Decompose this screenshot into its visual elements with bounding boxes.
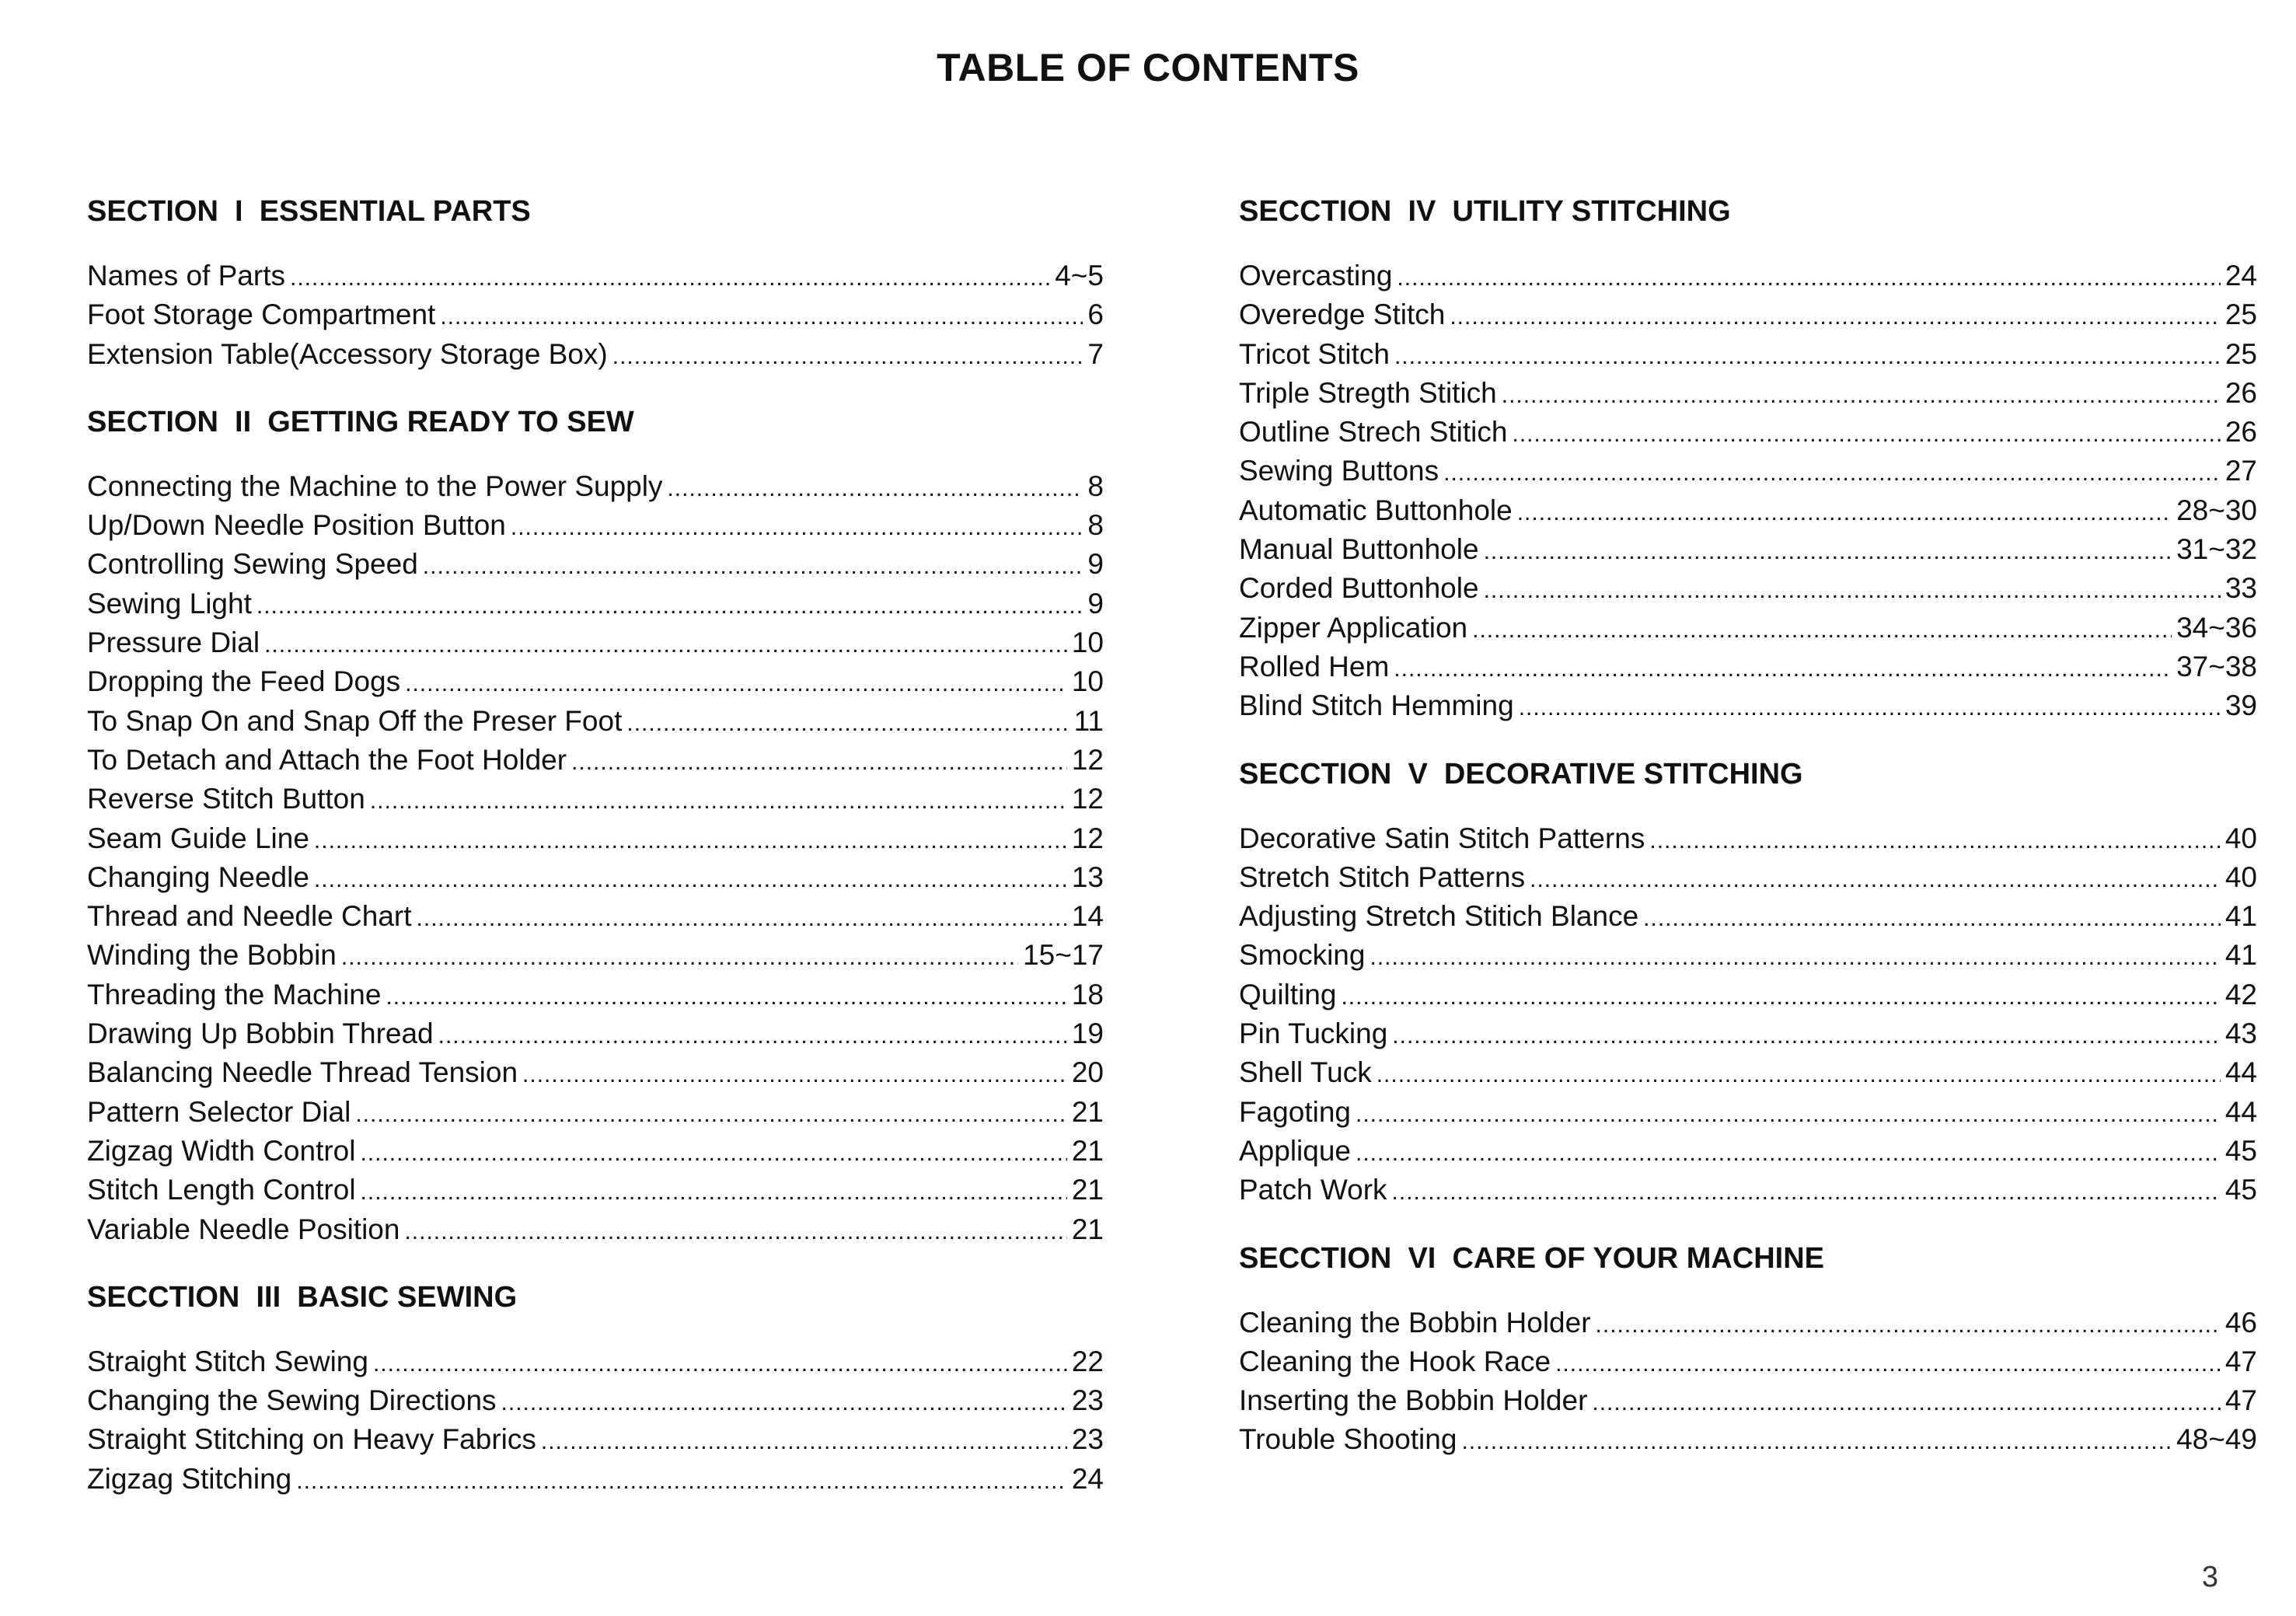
toc-entry-label: Foot Storage Compartment <box>87 298 436 331</box>
toc-entry-page: 28~30 <box>2176 494 2257 526</box>
dot-leader <box>1397 259 2220 298</box>
toc-entry-page: 45 <box>2224 1174 2257 1206</box>
toc-entry-label: Sewing Buttons <box>1239 455 1439 487</box>
toc-entry-page: 47 <box>2224 1345 2257 1377</box>
toc-entry[interactable] <box>87 819 1104 858</box>
toc-entry-page: 9 <box>1087 548 1104 581</box>
dot-leader <box>1472 611 2172 650</box>
toc-entry-page: 25 <box>2224 298 2257 331</box>
toc-section <box>87 1277 1104 1499</box>
dot-leader <box>438 1017 1067 1056</box>
toc-entry[interactable] <box>1239 1132 2257 1171</box>
toc-entry-page: 44 <box>2224 1056 2257 1089</box>
toc-section <box>1239 191 2257 726</box>
dot-leader <box>571 743 1067 782</box>
dot-leader <box>1649 822 2220 860</box>
toc-entry[interactable] <box>1239 1381 2257 1420</box>
dot-leader <box>522 1056 1067 1094</box>
toc-entry-label: Blind Stitch Hemming <box>1239 689 1514 722</box>
section-heading: SECCTION VI CARE OF YOUR MACHINE <box>1239 1241 1825 1275</box>
toc-entry-page: 27 <box>2224 455 2257 487</box>
dot-leader <box>256 587 1083 626</box>
toc-entry-label: Tricot Stitch <box>1239 337 1390 370</box>
toc-entry-page: 8 <box>1087 509 1104 542</box>
toc-entry[interactable] <box>87 1014 1104 1053</box>
toc-entry[interactable] <box>1239 609 2257 647</box>
toc-entry-label: Pin Tucking <box>1239 1017 1388 1050</box>
dot-leader <box>1461 1422 2172 1461</box>
toc-entry-label: Applique <box>1239 1134 1352 1167</box>
toc-entry[interactable] <box>1239 647 2257 686</box>
dot-leader <box>1517 494 2172 532</box>
toc-entry-label: Decorative Satin Stitch Patterns <box>1239 822 1645 854</box>
dot-leader <box>264 626 1067 665</box>
dot-leader <box>370 782 1067 821</box>
toc-entry-label: Names of Parts <box>87 260 285 291</box>
dot-leader <box>1484 532 2172 571</box>
dot-leader <box>355 1095 1067 1134</box>
section-heading: SECCTION V DECORATIVE STITCHING <box>1239 757 1803 791</box>
dot-leader <box>290 259 1050 298</box>
dot-leader <box>373 1345 1067 1384</box>
toc-entry-page: 34~36 <box>2176 611 2257 644</box>
toc-entry[interactable] <box>87 1210 1104 1249</box>
dot-leader <box>612 337 1083 376</box>
dot-leader <box>1377 1056 2221 1094</box>
toc-entry-page: 18 <box>1071 978 1104 1010</box>
toc-entry-page: 10 <box>1071 627 1104 659</box>
toc-entry[interactable] <box>87 1132 1104 1171</box>
toc-entry-page: 12 <box>1071 743 1104 776</box>
toc-entry[interactable] <box>1239 686 2257 725</box>
toc-entry-label: Pressure Dial <box>87 627 260 659</box>
toc-entry[interactable] <box>87 741 1104 780</box>
toc-entry[interactable] <box>87 897 1104 936</box>
toc-entry-label: Zigzag Width Control <box>87 1134 356 1167</box>
toc-entry-page: 8 <box>1087 469 1104 502</box>
toc-entry-page: 15~17 <box>1023 939 1104 972</box>
toc-entry-page: 37~38 <box>2176 650 2257 682</box>
toc-entry[interactable] <box>87 257 1104 295</box>
toc-entry-page: 46 <box>2224 1306 2257 1339</box>
dot-leader <box>541 1422 1067 1461</box>
toc-entry[interactable] <box>1239 491 2257 530</box>
toc-entry[interactable] <box>1239 295 2257 334</box>
toc-entry-page: 31~32 <box>2176 533 2257 566</box>
toc-entry-page: 12 <box>1071 822 1104 854</box>
toc-entry-label: Up/Down Needle Position Button <box>87 509 506 542</box>
toc-entry[interactable] <box>87 1460 1104 1499</box>
toc-entry[interactable] <box>87 1420 1104 1459</box>
toc-entry[interactable] <box>1239 819 2257 858</box>
toc-entry-label: Winding the Bobbin <box>87 939 337 972</box>
toc-entry[interactable] <box>87 295 1104 334</box>
toc-entry-page: 19 <box>1071 1017 1104 1050</box>
toc-entry-label: Connecting the Machine to the Power Supply <box>87 469 663 502</box>
dot-leader <box>386 978 1066 1017</box>
toc-entry-label: Straight Stitching on Heavy Fabrics <box>87 1423 536 1456</box>
toc-section <box>87 191 1104 374</box>
dot-leader <box>361 1173 1067 1212</box>
toc-section <box>87 402 1104 1249</box>
toc-entry[interactable] <box>87 976 1104 1014</box>
toc-entry[interactable] <box>87 1093 1104 1132</box>
toc-entry[interactable] <box>1239 976 2257 1014</box>
toc-entry-label: Sewing Light <box>87 587 252 620</box>
toc-entry-page: 33 <box>2224 572 2257 605</box>
toc-entry[interactable] <box>1239 1342 2257 1381</box>
toc-entry-label: Shell Tuck <box>1239 1056 1372 1089</box>
toc-entry[interactable] <box>87 623 1104 662</box>
toc-entry[interactable] <box>1239 413 2257 452</box>
toc-entry-page: 45 <box>2224 1134 2257 1167</box>
toc-entry[interactable] <box>1239 1171 2257 1209</box>
dot-leader <box>1484 571 2221 610</box>
toc-entry[interactable] <box>1239 936 2257 975</box>
toc-entry-label: Pattern Selector Dial <box>87 1095 351 1128</box>
toc-entry[interactable] <box>1239 1053 2257 1092</box>
toc-entry[interactable] <box>1239 858 2257 897</box>
toc-entry-label: Corded Buttonhole <box>1239 572 1479 605</box>
dot-leader <box>1530 860 2221 899</box>
dot-leader <box>1519 689 2221 728</box>
toc-entry-label: Adjusting Stretch Stitich Blance <box>1239 900 1639 933</box>
dot-leader <box>417 899 1067 938</box>
toc-entry-page: 24 <box>2224 260 2257 291</box>
toc-entry[interactable] <box>87 1342 1104 1381</box>
section-heading: SECCTION III BASIC SEWING <box>87 1280 518 1314</box>
dot-leader <box>501 1384 1067 1422</box>
toc-entry-page: 40 <box>2224 822 2257 854</box>
toc-entry-page: 47 <box>2224 1384 2257 1417</box>
dot-leader <box>1392 1173 2221 1212</box>
toc-left-column <box>87 191 1104 1527</box>
dot-leader <box>1592 1384 2220 1422</box>
toc-entry-label: Zigzag Stitching <box>87 1462 292 1495</box>
toc-entry-label: Reverse Stitch Button <box>87 783 365 815</box>
toc-entry-label: Automatic Buttonhole <box>1239 494 1513 526</box>
toc-entry-page: 12 <box>1071 783 1104 815</box>
toc-entry-page: 7 <box>1087 337 1104 370</box>
toc-entry[interactable] <box>1239 1304 2257 1342</box>
toc-entry[interactable] <box>1239 1014 2257 1053</box>
dot-leader <box>1341 978 2220 1017</box>
dot-leader <box>440 298 1083 337</box>
toc-entry-label: Stretch Stitch Patterns <box>1239 860 1526 893</box>
toc-entry-label: Variable Needle Position <box>87 1213 400 1245</box>
toc-entry-label: Overedge Stitch <box>1239 298 1446 331</box>
toc-entry-page: 23 <box>1071 1384 1104 1417</box>
toc-entry-label: Quilting <box>1239 978 1337 1010</box>
dot-leader <box>1596 1306 2221 1345</box>
toc-entry[interactable] <box>1239 374 2257 413</box>
toc-entry-page: 40 <box>2224 860 2257 893</box>
toc-entry[interactable] <box>87 585 1104 623</box>
toc-entry-label: Inserting the Bobbin Holder <box>1239 1384 1588 1417</box>
section-heading: SECTION I ESSENTIAL PARTS <box>87 195 531 228</box>
page-title: TABLE OF CONTENTS <box>937 46 1359 89</box>
dot-leader <box>511 508 1083 547</box>
toc-entry[interactable] <box>1239 569 2257 608</box>
toc-entry-page: 6 <box>1087 298 1104 331</box>
toc-entry-page: 42 <box>2224 978 2257 1010</box>
dot-leader <box>423 547 1083 586</box>
toc-entry-label: Changing Needle <box>87 860 309 893</box>
toc-entry-label: Patch Work <box>1239 1174 1387 1206</box>
toc-entry-label: Triple Stregth Stitich <box>1239 376 1497 409</box>
dot-leader <box>1394 337 2221 376</box>
toc-entry[interactable] <box>87 780 1104 818</box>
toc-entry-label: Outline Strech Stitich <box>1239 416 1508 449</box>
toc-entry-page: 21 <box>1071 1134 1104 1167</box>
toc-entry[interactable] <box>1239 1420 2257 1459</box>
toc-entry-label: Smocking <box>1239 939 1366 972</box>
toc-entry-page: 44 <box>2224 1095 2257 1128</box>
toc-entry-page: 22 <box>1071 1345 1104 1377</box>
toc-entry[interactable] <box>87 335 1104 374</box>
dot-leader <box>360 1134 1066 1173</box>
toc-entry[interactable] <box>87 936 1104 975</box>
dot-leader <box>667 469 1083 508</box>
toc-entry-label: To Snap On and Snap Off the Preser Foot <box>87 704 623 737</box>
toc-entry-label: Stitch Length Control <box>87 1174 356 1206</box>
dot-leader <box>314 822 1067 860</box>
toc-entry[interactable] <box>87 702 1104 741</box>
dot-leader <box>314 860 1067 899</box>
toc-entry-label: Changing the Sewing Directions <box>87 1384 497 1417</box>
toc-entry[interactable] <box>1239 335 2257 374</box>
toc-entry-label: Cleaning the Bobbin Holder <box>1239 1306 1591 1339</box>
toc-entry-label: Dropping the Feed Dogs <box>87 665 401 698</box>
toc-entry-label: Balancing Needle Thread Tension <box>87 1056 518 1089</box>
dot-leader <box>404 1213 1066 1251</box>
dot-leader <box>296 1462 1067 1501</box>
dot-leader <box>1370 938 2220 977</box>
toc-entry[interactable] <box>87 858 1104 897</box>
dot-leader <box>1502 376 2221 415</box>
dot-leader <box>1443 454 2221 493</box>
dot-leader <box>1356 1134 2221 1173</box>
dot-leader <box>405 665 1067 703</box>
toc-entry[interactable] <box>87 1053 1104 1092</box>
toc-entry-page: 48~49 <box>2176 1423 2257 1456</box>
toc-entry[interactable] <box>87 506 1104 545</box>
toc-entry[interactable] <box>1239 1093 2257 1132</box>
dot-leader <box>1643 899 2221 938</box>
dot-leader <box>341 938 1018 977</box>
toc-section <box>1239 754 2257 1210</box>
toc-entry[interactable] <box>1239 257 2257 295</box>
toc-entry-page: 39 <box>2224 689 2257 722</box>
toc-entry-label: Trouble Shooting <box>1239 1423 1457 1456</box>
toc-entry[interactable] <box>1239 452 2257 490</box>
dot-leader <box>1512 415 2220 454</box>
dot-leader <box>1394 650 2172 689</box>
toc-entry-label: Thread and Needle Chart <box>87 900 412 933</box>
toc-entry-label: Controlling Sewing Speed <box>87 548 418 581</box>
toc-entry-page: 21 <box>1071 1095 1104 1128</box>
toc-entry[interactable] <box>87 467 1104 506</box>
toc-entry-page: 11 <box>1073 704 1104 737</box>
toc-entry-label: Cleaning the Hook Race <box>1239 1345 1551 1377</box>
toc-entry-page: 24 <box>1071 1462 1104 1495</box>
toc-entry-label: To Detach and Attach the Foot Holder <box>87 743 567 776</box>
dot-leader <box>1392 1017 2221 1056</box>
toc-entry-page: 23 <box>1071 1423 1104 1456</box>
dot-leader <box>1555 1345 2221 1384</box>
toc-entry-page: 13 <box>1071 860 1104 893</box>
toc-entry-page: 21 <box>1071 1174 1104 1206</box>
section-heading: SECTION II GETTING READY TO SEW <box>87 405 634 438</box>
toc-entry-page: 41 <box>2224 939 2257 972</box>
toc-entry-label: Threading the Machine <box>87 978 382 1010</box>
toc-entry-page: 25 <box>2224 337 2257 370</box>
toc-entry-page: 21 <box>1071 1213 1104 1245</box>
toc-entry-label: Rolled Hem <box>1239 650 1390 682</box>
toc-entry-label: Seam Guide Line <box>87 822 309 854</box>
dot-leader <box>626 704 1069 743</box>
toc-entry-label: Extension Table(Accessory Storage Box) <box>87 337 608 370</box>
toc-entry-label: Drawing Up Bobbin Thread <box>87 1017 434 1050</box>
toc-entry-page: 26 <box>2224 376 2257 409</box>
toc-entry[interactable] <box>1239 897 2257 936</box>
toc-entry-page: 20 <box>1071 1056 1104 1089</box>
toc-entry-page: 26 <box>2224 416 2257 449</box>
section-heading: SECCTION IV UTILITY STITCHING <box>1239 195 1731 228</box>
toc-entry-label: Straight Stitch Sewing <box>87 1345 368 1377</box>
dot-leader <box>1450 298 2221 337</box>
toc-entry-label: Fagoting <box>1239 1095 1351 1128</box>
toc-section <box>1239 1238 2257 1460</box>
toc-entry[interactable] <box>87 545 1104 584</box>
toc-right-column <box>1239 191 2257 1488</box>
toc-entry[interactable] <box>1239 530 2257 569</box>
toc-entry[interactable] <box>87 1381 1104 1420</box>
toc-entry[interactable] <box>87 1171 1104 1209</box>
toc-entry-page: 41 <box>2224 900 2257 933</box>
toc-entry-page: 9 <box>1087 587 1104 620</box>
toc-entry-page: 14 <box>1071 900 1104 933</box>
toc-entry-label: Manual Buttonhole <box>1239 533 1479 566</box>
page-number: 3 <box>2201 1561 2218 1593</box>
toc-entry-page: 10 <box>1071 665 1104 698</box>
toc-entry[interactable] <box>87 662 1104 701</box>
toc-entry-page: 43 <box>2224 1017 2257 1050</box>
toc-entry-label: Zipper Application <box>1239 611 1468 644</box>
toc-entry-label: Overcasting <box>1239 260 1393 291</box>
toc-entry-page: 4~5 <box>1055 260 1104 291</box>
dot-leader <box>1356 1095 2221 1134</box>
